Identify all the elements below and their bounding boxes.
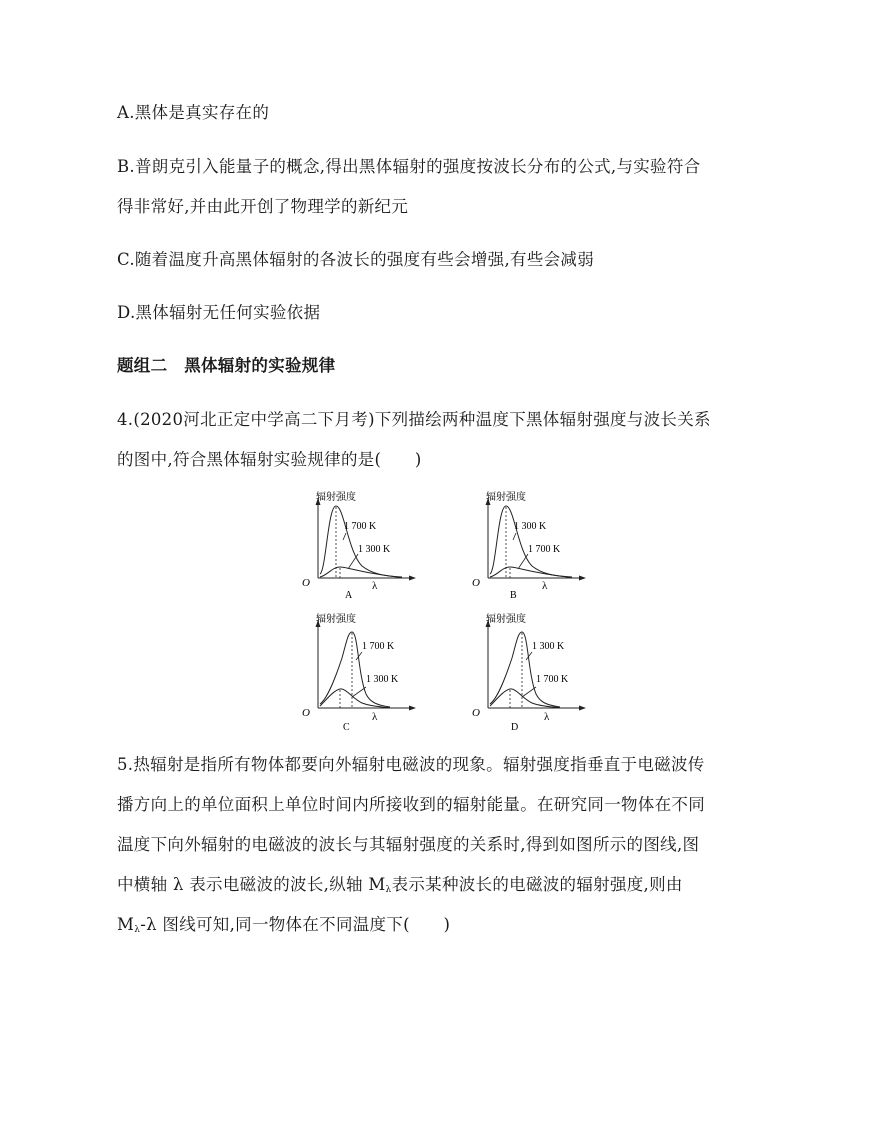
option-b-line1: B.普朗克引入能量子的概念,得出黑体辐射的强度按波长分布的公式,与实验符合: [117, 157, 701, 176]
label-low: 1 700 K: [536, 674, 569, 685]
option-b-line2: 得非常好,并由此开创了物理学的新纪元: [117, 197, 409, 216]
label-low: 1 300 K: [358, 544, 391, 555]
question-4-line1: 4.(2020河北正定中学高二下月考)下列描绘两种温度下黑体辐射强度与波长关系: [117, 410, 711, 429]
graph-letter: A: [345, 590, 353, 601]
graph-letter: B: [510, 590, 517, 601]
label-low: 1 300 K: [366, 674, 399, 685]
graph-d: [460, 612, 600, 734]
q5-line5-part2: -λ 图线可知,同一物体在不同温度下( ): [140, 915, 451, 934]
question-5-line4: [117, 875, 683, 900]
option-c: C.随着温度升高黑体辐射的各波长的强度有些会增强,有些会减弱: [117, 250, 595, 269]
origin-label: O: [302, 707, 310, 719]
question-5-line1: 5.热辐射是指所有物体都要向外辐射电磁波的现象。辐射强度指垂直于电磁波传: [117, 755, 705, 774]
q5-line4-part2: 表示某种波长的电磁波的辐射强度,则由: [391, 875, 683, 894]
q5-line5-part1: M: [117, 915, 135, 934]
origin-label: O: [472, 707, 480, 719]
y-axis-label: 辐射强度: [316, 614, 356, 625]
x-axis-label: λ: [372, 711, 378, 723]
q5-line4-subscript: λ: [385, 885, 392, 895]
label-high: 1 700 K: [362, 641, 395, 652]
label-low: 1 700 K: [528, 544, 561, 555]
origin-label: O: [302, 577, 310, 589]
question-5-line5: [117, 915, 450, 940]
graph-b: [460, 490, 600, 602]
question-5-line3: 温度下向外辐射的电磁波的波长与其辐射强度的关系时,得到如图所示的图线,图: [117, 835, 700, 854]
q5-line5-subscript: λ: [134, 925, 141, 935]
label-high: 1 300 K: [514, 521, 547, 532]
x-axis-label: λ: [542, 580, 548, 592]
section-heading: 题组二 黑体辐射的实验规律: [117, 356, 336, 375]
graph-a: [290, 490, 430, 602]
question-5-line2: 播方向上的单位面积上单位时间内所接收到的辐射能量。在研究同一物体在不同: [117, 795, 705, 814]
graph-letter: C: [343, 722, 350, 733]
y-axis-label: 辐射强度: [316, 492, 356, 503]
option-a: A.黑体是真实存在的: [117, 103, 270, 122]
y-axis-label: 辐射强度: [486, 614, 526, 625]
y-axis-label: 辐射强度: [486, 492, 526, 503]
option-d: D.黑体辐射无任何实验依据: [117, 303, 321, 322]
origin-label: O: [472, 577, 480, 589]
x-axis-label: λ: [372, 580, 378, 592]
x-axis-label: λ: [544, 711, 550, 723]
label-high: 1 700 K: [344, 521, 377, 532]
graph-c: [290, 612, 430, 734]
label-high: 1 300 K: [532, 641, 565, 652]
q5-line4-part1: 中横轴 λ 表示电磁波的波长,纵轴 M: [117, 875, 386, 894]
graph-letter: D: [511, 722, 519, 733]
question-4-line2: 的图中,符合黑体辐射实验规律的是( ): [117, 450, 422, 469]
